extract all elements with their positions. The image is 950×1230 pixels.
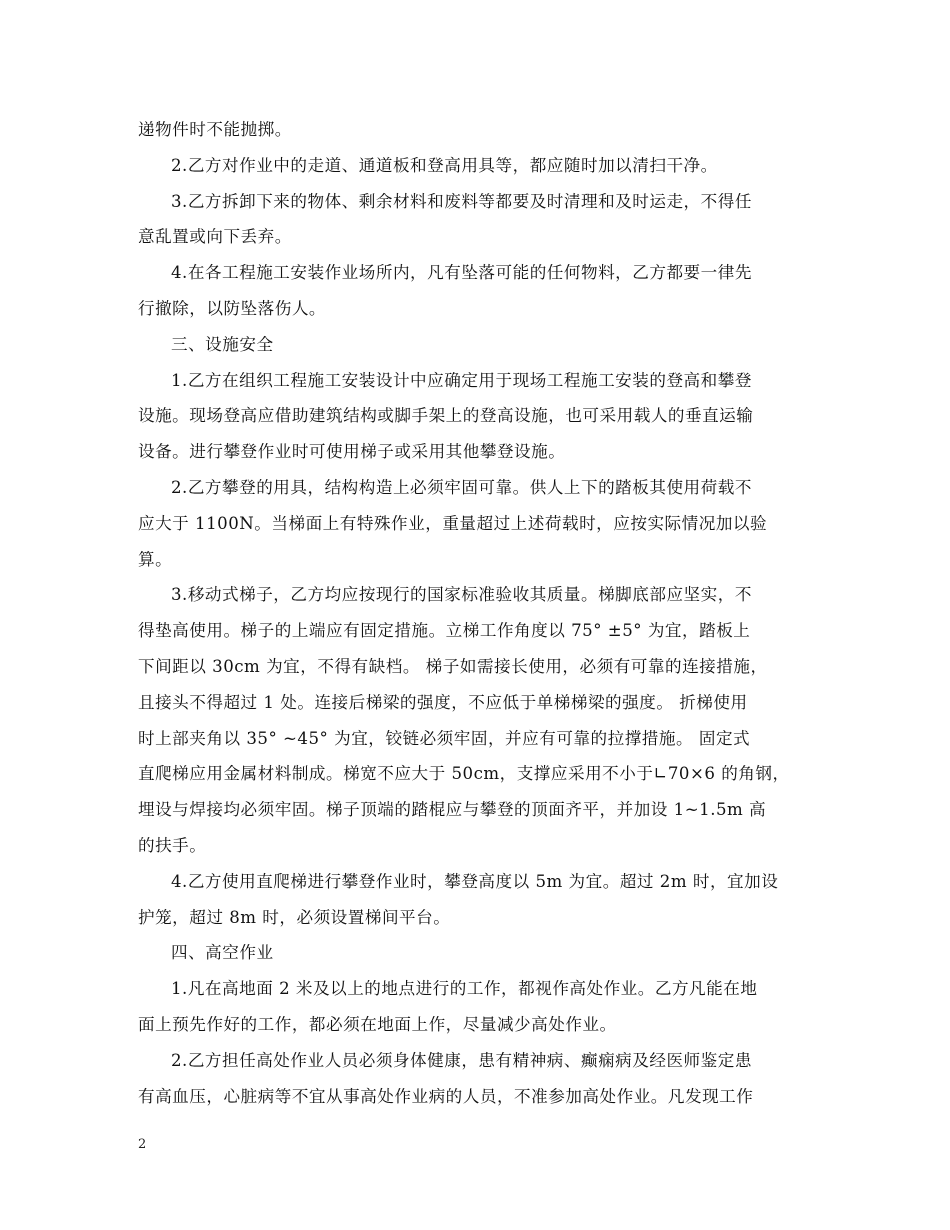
text-line: 面上预先作好的工作，都必须在地面上作，尽量减少高处作业。 (138, 1014, 617, 1034)
text-line: 4.在各工程施工安装作业场所内，凡有坠落可能的任何物料，乙方都要一律先 (171, 263, 752, 283)
text-line: 2.乙方对作业中的走道、通道板和登高用具等，都应随时加以清扫干净。 (171, 155, 718, 175)
text-line: 且接头不得超过 1 处。连接后梯梁的强度，不应低于单梯梯梁的强度。 折梯使用 (138, 692, 748, 712)
text-line: 3.移动式梯子，乙方均应按现行的国家标准验收其质量。梯脚底部应坚实，不 (171, 585, 752, 605)
text-line: 下间距以 30cm 为宜，不得有缺档。 梯子如需接长使用，必须有可靠的连接措施， (138, 656, 768, 676)
text-line: 3.乙方拆卸下来的物体、剩余材料和废料等都要及时清理和及时运走，不得任 (171, 191, 752, 211)
text-line: 递物件时不能抛掷。 (138, 120, 292, 139)
text-line: 1.凡在高地面 2 米及以上的地点进行的工作，都视作高处作业。乙方凡能在地 (171, 979, 758, 999)
text-line: 应大于 1100N。当梯面上有特殊作业，重量超过上述荷载时，应按实际情况加以验 (138, 513, 768, 533)
document-body (138, 112, 818, 1114)
text-line: 1.乙方在组织工程施工安装设计中应确定用于现场工程施工安装的登高和攀登 (171, 370, 752, 390)
text-line: 有高血压，心脏病等不宜从事高处作业病的人员，不准参加高处作业。凡发现工作 (138, 1086, 754, 1106)
text-line: 设施。现场登高应借助建筑结构或脚手架上的登高设施，也可采用载人的垂直运输 (138, 406, 754, 426)
text-line: 时上部夹角以 35° ~45° 为宜，铰链必须牢固，并应有可靠的拉撑措施。 固定式 (138, 728, 751, 748)
text-line: 2.乙方担任高处作业人员必须身体健康，患有精神病、癫痫病及经医师鉴定患 (171, 1050, 752, 1070)
text-line: 意乱置或向下丢弃。 (138, 227, 292, 247)
page-number: 2 (138, 1137, 147, 1152)
text-line: 直爬梯应用金属材料制成。梯宽不应大于 50cm，支撑应采用不小于∟70×6 的角钢， (138, 764, 790, 784)
text-line: 三、设施安全 (171, 334, 274, 354)
text-line: 算。 (138, 549, 173, 569)
text-line: 四、高空作业 (171, 943, 274, 963)
text-line: 护笼，超过 8m 时，必须设置梯间平台。 (138, 907, 451, 927)
text-line: 2.乙方攀登的用具，结构构造上必须牢固可靠。供人上下的踏板其使用荷载不 (171, 477, 752, 497)
text-line: 得垫高使用。梯子的上端应有固定措施。立梯工作角度以 75° ±5° 为宜，踏板上 (138, 621, 751, 641)
text-line: 4.乙方使用直爬梯进行攀登作业时，攀登高度以 5m 为宜。超过 2m 时，宜加设 (171, 871, 779, 891)
text-line: 埋设与焊接均必须牢固。梯子顶端的踏棍应与攀登的顶面齐平，并加设 1~1.5m 高 (138, 800, 767, 820)
text-line: 设备。进行攀登作业时可使用梯子或采用其他攀登设施。 (138, 442, 566, 462)
text-line: 的扶手。 (138, 835, 207, 855)
text-line: 行撤除，以防坠落伤人。 (138, 298, 327, 318)
